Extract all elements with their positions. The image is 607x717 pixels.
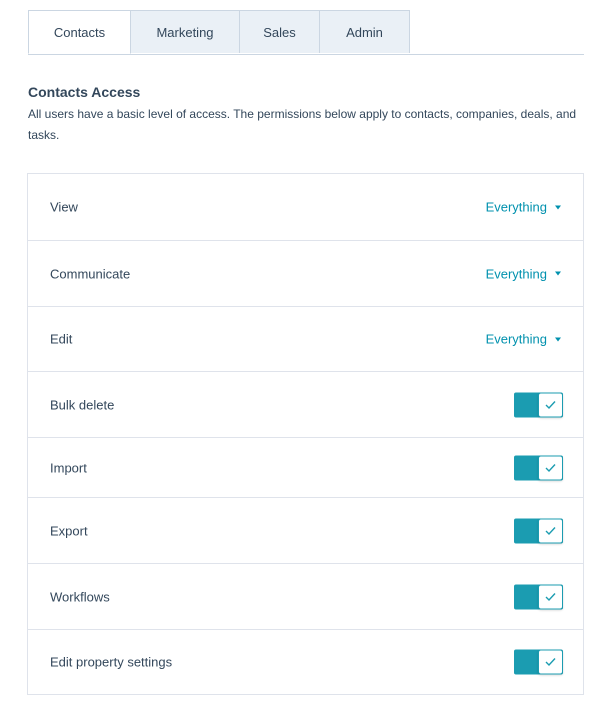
permission-label: Export: [50, 523, 88, 538]
dropdown-value: Everything: [485, 331, 547, 347]
dropdown-value: Everything: [485, 199, 547, 215]
tab-marketing[interactable]: Marketing: [130, 10, 240, 53]
permission-row-edit-property-settings: [28, 629, 583, 694]
tab-contacts[interactable]: Contacts: [28, 10, 131, 54]
toggle-knob: [538, 392, 563, 417]
toggle-knob: [538, 650, 563, 675]
checkmark-icon: [545, 658, 556, 667]
communicate-access-dropdown[interactable]: [486, 266, 561, 281]
import-toggle[interactable]: [514, 455, 563, 480]
permission-label: View: [50, 199, 78, 215]
checkmark-icon: [545, 400, 556, 409]
caret-down-icon: [555, 205, 561, 209]
permission-label: Bulk delete: [50, 397, 115, 412]
toggle-knob: [538, 518, 563, 543]
permission-row-view: [28, 174, 583, 240]
toggle-knob: [538, 455, 563, 480]
caret-down-icon: [555, 272, 561, 276]
toggle-knob: [538, 584, 563, 609]
permission-label: Workflows: [50, 589, 110, 604]
permission-label: Import: [50, 460, 87, 475]
edit-property-settings-toggle[interactable]: [514, 650, 563, 675]
permission-tabs: [28, 10, 584, 55]
bulk-delete-toggle[interactable]: [514, 392, 563, 417]
permission-row-export: [28, 497, 583, 563]
permission-label: Edit: [50, 331, 73, 347]
permission-row-edit: [28, 306, 583, 371]
edit-access-dropdown[interactable]: [486, 332, 561, 347]
section-title: Contacts Access: [28, 84, 141, 100]
permission-row-bulk-delete: [28, 371, 583, 437]
checkmark-icon: [545, 526, 556, 535]
tab-sales[interactable]: Sales: [239, 10, 320, 53]
permission-label: Edit property settings: [50, 654, 173, 670]
permissions-table: [27, 173, 584, 695]
dropdown-value: Everything: [485, 266, 547, 281]
export-toggle[interactable]: [514, 518, 563, 543]
tab-admin[interactable]: Admin: [319, 10, 410, 53]
caret-down-icon: [555, 337, 561, 341]
permission-row-workflows: [28, 563, 583, 629]
permission-row-communicate: [28, 240, 583, 306]
checkmark-icon: [545, 592, 556, 601]
checkmark-icon: [545, 463, 556, 472]
permission-row-import: [28, 437, 583, 497]
permission-label: Communicate: [50, 266, 131, 281]
view-access-dropdown[interactable]: [486, 200, 561, 215]
workflows-toggle[interactable]: [514, 584, 563, 609]
section-description: All users have a basic level of access. The permissions below apply to contacts, companies, deals, and tasks.: [28, 107, 577, 142]
